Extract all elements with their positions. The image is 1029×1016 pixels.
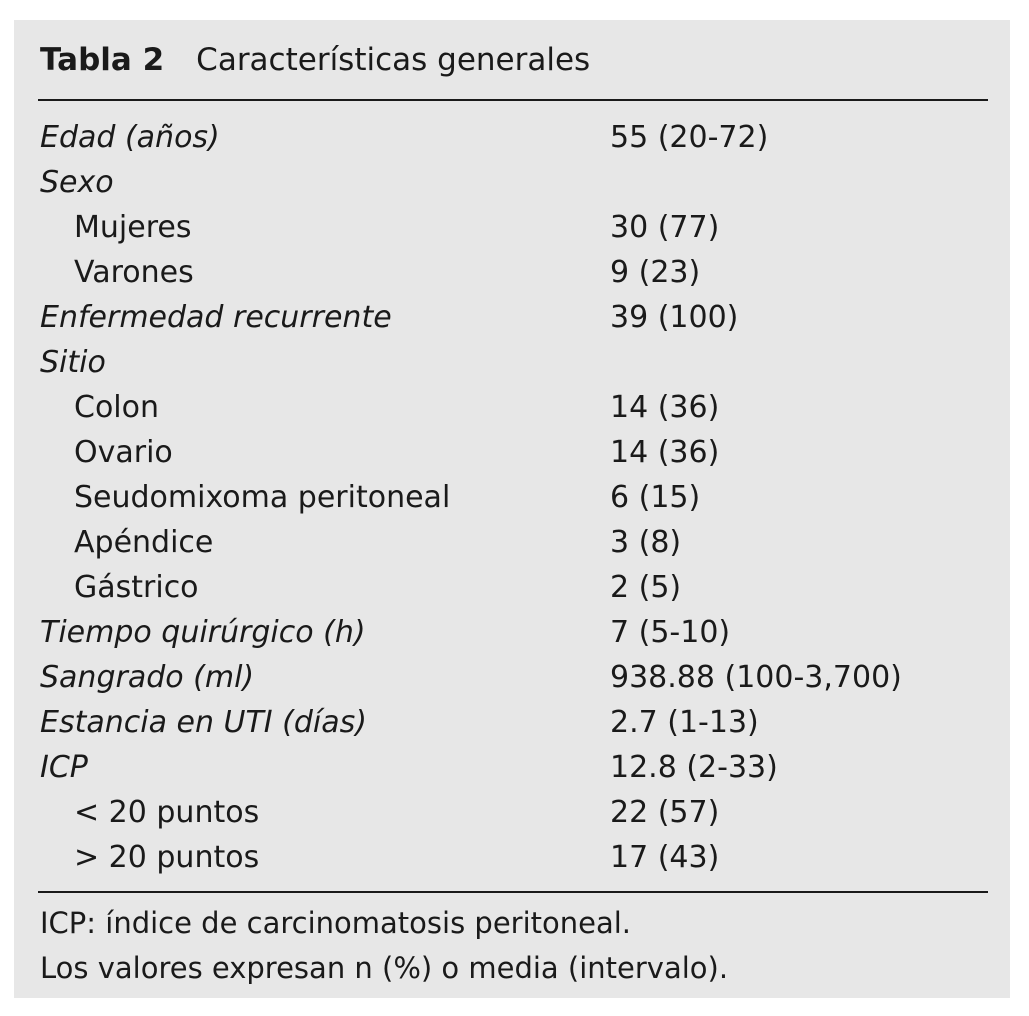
row-label: > 20 puntos (74, 840, 260, 875)
row-label: Gástrico (74, 570, 199, 605)
row-label: ICP (40, 750, 88, 785)
row-value: 39 (100) (610, 300, 739, 335)
row-value: 30 (77) (610, 210, 720, 245)
table-row (38, 475, 988, 520)
row-label: Apéndice (74, 525, 214, 560)
table-row (38, 790, 988, 835)
row-label: Sexo (40, 165, 114, 200)
table-row (38, 250, 988, 295)
row-value: 3 (8) (610, 525, 682, 560)
table-title: Características generales (196, 42, 591, 78)
table-row (38, 610, 988, 655)
row-label: < 20 puntos (74, 795, 260, 830)
row-value: 17 (43) (610, 840, 720, 875)
row-label: Edad (años) (40, 120, 220, 155)
table-row (38, 385, 988, 430)
table-row (38, 655, 988, 700)
table-row (38, 295, 988, 340)
table-row (38, 700, 988, 745)
row-label: Enfermedad recurrente (40, 300, 392, 335)
table-number: Tabla 2 (40, 42, 165, 78)
table-row (38, 340, 988, 385)
row-value: 22 (57) (610, 795, 720, 830)
bottom-rule (38, 891, 988, 893)
row-label: Sangrado (ml) (40, 660, 255, 695)
table-row (38, 745, 988, 790)
table-row (38, 160, 988, 205)
row-value: 14 (36) (610, 390, 720, 425)
row-value: 2 (5) (610, 570, 682, 605)
footnote: ICP: índice de carcinomatosis peritoneal. (40, 906, 632, 940)
row-value: 9 (23) (610, 255, 701, 290)
row-value: 2.7 (1-13) (610, 705, 759, 740)
table-row (38, 205, 988, 250)
top-rule (38, 99, 988, 101)
table-row (38, 430, 988, 475)
row-label: Colon (74, 390, 160, 425)
row-value: 12.8 (2-33) (610, 750, 778, 785)
table-row (38, 835, 988, 880)
row-label: Mujeres (74, 210, 192, 245)
row-label: Ovario (74, 435, 173, 470)
row-value: 938.88 (100-3,700) (610, 660, 902, 695)
row-value: 14 (36) (610, 435, 720, 470)
row-value: 6 (15) (610, 480, 701, 515)
row-label: Estancia en UTI (días) (40, 705, 367, 740)
row-label: Seudomixoma peritoneal (74, 480, 451, 515)
table-body (38, 115, 988, 880)
table-row (38, 115, 988, 160)
row-label: Varones (74, 255, 194, 290)
table-row (38, 565, 988, 610)
table-footnotes (40, 901, 728, 991)
footnote: Los valores expresan n (%) o media (intervalo). (40, 951, 729, 985)
table-row (38, 520, 988, 565)
row-label: Sitio (40, 345, 106, 380)
row-value: 7 (5-10) (610, 615, 731, 650)
row-label: Tiempo quirúrgico (h) (40, 615, 366, 650)
row-value: 55 (20-72) (610, 120, 769, 155)
table-caption (40, 40, 590, 80)
